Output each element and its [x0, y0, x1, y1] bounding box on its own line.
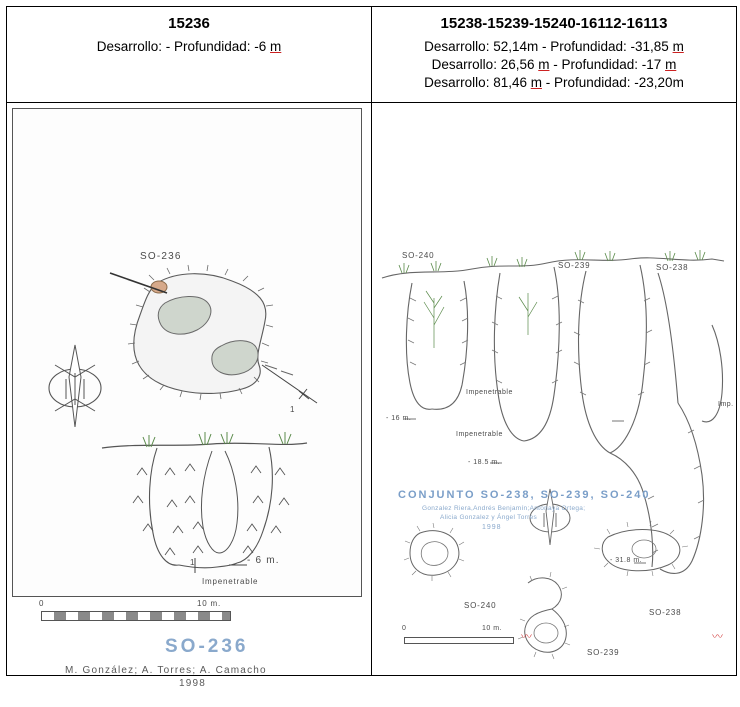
- left-figure-title: SO-236: [165, 636, 249, 657]
- left-scale-end: 10 m.: [197, 599, 222, 608]
- right-cave-label-so240: SO-240: [402, 251, 435, 260]
- left-scale-bar: [41, 611, 231, 621]
- right-measure-unit-1: m: [672, 39, 684, 54]
- right-impenetrable-label-3: Imp.: [718, 401, 734, 408]
- right-figure-title: CONJUNTO SO-238, SO-239, SO-240: [398, 489, 651, 501]
- right-plan-label-so240: SO-240: [464, 601, 497, 610]
- right-measure-text-1: Desarrollo: 52,14m - Profundidad: -31,85: [424, 39, 673, 54]
- right-measure-unit-2a: m: [538, 57, 550, 72]
- left-figure-credits: M. González; A. Torres; A. Camacho: [65, 665, 267, 676]
- right-scale-bar: [404, 637, 514, 644]
- left-cave-survey-figure: [7, 103, 371, 689]
- comparison-table: [6, 6, 737, 689]
- right-scale-zero: 0: [402, 625, 407, 632]
- left-measure-text: Desarrollo: - Profundidad: -6: [96, 39, 271, 54]
- right-survey-drawing: [372, 103, 734, 675]
- left-plan-label: SO-236: [140, 251, 182, 262]
- right-measure-text-3b: - Profundidad: -23,20m: [541, 75, 684, 90]
- right-depth-label-1: - 16 m.: [386, 415, 412, 422]
- right-measure-text-2a: Desarrollo: 26,56: [431, 57, 539, 72]
- right-measurements-line-2: [378, 56, 730, 74]
- right-figure-credits-year: 1998: [482, 524, 502, 531]
- right-measure-text-3a: Desarrollo: 81,46: [424, 75, 531, 90]
- left-cave-code: 15236: [168, 15, 210, 32]
- right-impenetrable-label-2: Impenetrable: [456, 431, 503, 438]
- right-header: [372, 7, 736, 102]
- right-header-cell: [372, 7, 737, 103]
- document-page: [0, 6, 740, 707]
- right-plan-label-so239: SO-239: [587, 648, 620, 657]
- right-cave-label-so238: SO-238: [656, 263, 689, 272]
- red-squiggle-left: 〰: [521, 631, 531, 643]
- left-section-note: Impenetrable: [202, 577, 259, 586]
- right-figure-credits-line1: Gonzalez Riera,Andrés Benjamín;Antonaya Ortega;: [422, 505, 586, 512]
- right-measure-unit-2b: m: [665, 57, 677, 72]
- right-cave-code: 15238-15239-15240-16112-16113: [440, 15, 668, 32]
- left-plan-mark: 1: [290, 405, 296, 414]
- left-figure-cell: [7, 103, 372, 689]
- right-depth-label-3: - 31.8 m.: [610, 557, 643, 564]
- figure-row: [7, 103, 737, 676]
- left-section-depth: - 6 m.: [247, 555, 280, 566]
- left-survey-drawing: [7, 103, 367, 675]
- right-figure-cell: [372, 103, 737, 676]
- red-squiggle-right: 〰: [712, 631, 722, 643]
- right-measurements-line-1: [378, 38, 730, 56]
- left-measure-unit: m: [270, 39, 282, 54]
- right-plan-label-so238: SO-238: [649, 608, 682, 617]
- left-measurements-line: [13, 38, 365, 56]
- right-figure-credits-line2: Alicia Gonzalez y Ángel Torres: [440, 514, 538, 521]
- left-scale-zero: 0: [39, 599, 45, 608]
- left-figure-year: 1998: [179, 678, 207, 689]
- right-scale-end: 10 m.: [482, 625, 503, 632]
- right-measure-unit-3a: m: [530, 75, 542, 90]
- left-header: [7, 7, 371, 66]
- header-row: [7, 7, 737, 103]
- right-depth-label-2: - 18.5 m.: [468, 459, 501, 466]
- right-cave-label-so239: SO-239: [558, 261, 591, 270]
- left-section-mark: 1: [190, 558, 196, 567]
- right-measure-text-2b: - Profundidad: -17: [549, 57, 666, 72]
- left-header-cell: [7, 7, 372, 103]
- right-measurements-line-3: [378, 74, 730, 92]
- right-impenetrable-label-1: Impenetrable: [466, 389, 513, 396]
- right-cave-survey-figure: [372, 103, 736, 675]
